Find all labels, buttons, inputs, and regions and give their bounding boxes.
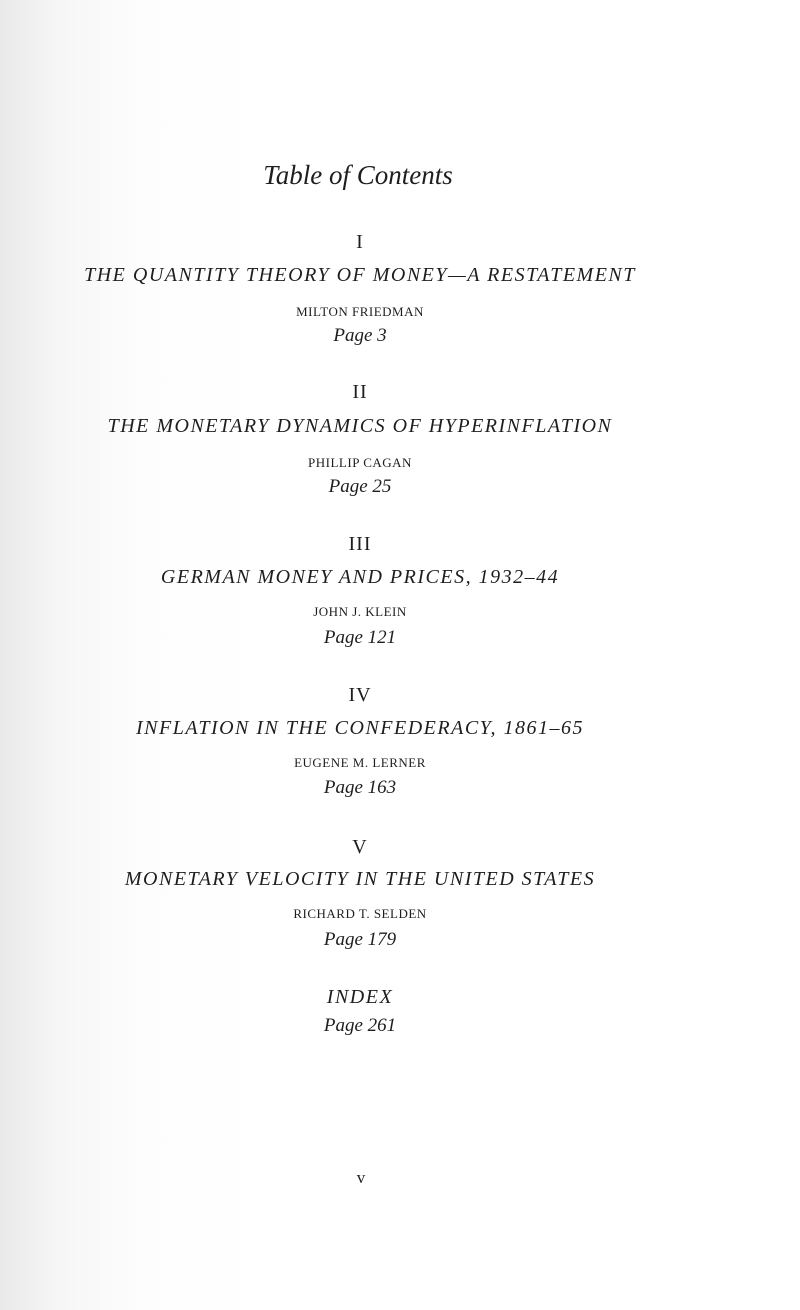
entry-page: Page 163 [323, 777, 397, 798]
entry-title: THE MONETARY DYNAMICS OF HYPERINFLATION [107, 415, 613, 437]
entry-title: MONETARY VELOCITY IN THE UNITED STATES [124, 868, 596, 890]
entry-author: EUGENE M. LERNER [294, 755, 426, 770]
entry-numeral: III [348, 533, 372, 555]
entry-page: Page 121 [323, 627, 397, 648]
entry-page: Page 3 [333, 325, 387, 346]
entry-numeral: IV [348, 684, 372, 706]
page-folio: v [356, 1168, 366, 1187]
entry-page: Page 25 [328, 476, 392, 497]
entry-title: INFLATION IN THE CONFEDERACY, 1861–65 [136, 717, 584, 739]
index-page: Page 261 [323, 1015, 397, 1036]
entry-author: PHILLIP CAGAN [308, 455, 412, 470]
page-title: Table of Contents [263, 160, 453, 190]
entry-title: GERMAN MONEY AND PRICES, 1932–44 [160, 566, 560, 588]
entry-numeral: I [356, 231, 364, 253]
entry-author: MILTON FRIEDMAN [296, 304, 424, 319]
entry-title: THE QUANTITY THEORY OF MONEY—A RESTATEMENT [84, 264, 636, 286]
entry-numeral: II [352, 381, 368, 403]
entry-author: JOHN J. KLEIN [313, 604, 407, 619]
entry-numeral: V [352, 836, 368, 858]
index-title: INDEX [326, 986, 394, 1008]
entry-page: Page 179 [323, 929, 397, 950]
entry-author: RICHARD T. SELDEN [293, 906, 427, 921]
